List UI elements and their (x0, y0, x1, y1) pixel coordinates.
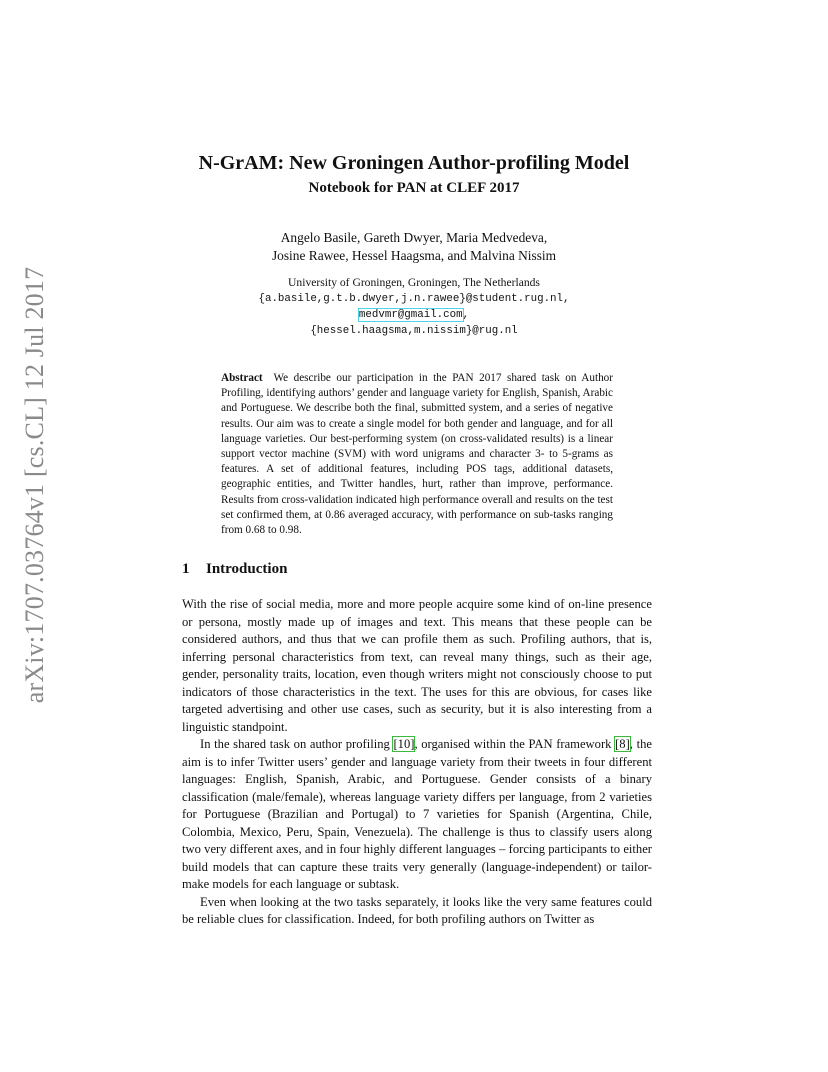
paper-title: N-GrAM: New Groningen Author-profiling Model (198, 152, 630, 174)
email-link[interactable]: medvmr@gmail.com (358, 309, 463, 321)
section-number: 1 (182, 561, 190, 577)
author-line-2: Josine Rawee, Hessel Haagsma, and Malvina Nissim (271, 248, 557, 263)
author-list (0, 229, 828, 265)
abstract-label: Abstract (221, 372, 263, 384)
email-line-1: {a.basile,g.t.b.dwyer,j.n.rawee}@student.rug.nl, (258, 293, 570, 305)
paragraph-2 (182, 736, 652, 894)
section-heading (182, 561, 287, 578)
paragraph-2-part-c: , the aim is to infer Twitter users’ gender and language variety from their tweets in four different languages: English, Spanish, Arabic, and Portuguese. Gender consists of a binary classification (male/female), whereas language variety differs per language, from 2 varieties for Portuguese (Brazilian and Portugal) to 7 varieties for Spanish (Argentina, Chile, Colombia, Mexico, Peru, Spain, Venezuela). The challenge is thus to classify users along two very different axes, and in four highly different languages – forcing participants to either build models that can capture these traits very generally (language-independent) or tailor-make models for each language or subtask. (182, 737, 652, 891)
abstract (221, 371, 613, 538)
arxiv-side-identifier (10, 266, 60, 704)
introduction-body (182, 596, 652, 929)
paragraph-2-part-a: In the shared task on author profiling (200, 737, 394, 751)
paragraph-2-part-b: , organised within the PAN framework (414, 737, 616, 751)
paragraph-3: Even when looking at the two tasks separately, it looks like the very same features could be reliable clues for classification. Indeed, for both profiling authors on Twitter as (182, 894, 652, 926)
email-line-3: {hessel.haagsma,m.nissim}@rug.nl (310, 325, 518, 337)
email-line-2 (0, 307, 828, 323)
author-line-1: Angelo Basile, Gareth Dwyer, Maria Medvedeva, (280, 230, 548, 245)
affiliation-block (0, 275, 828, 339)
section-title: Introduction (206, 561, 288, 577)
paragraph-1: With the rise of social media, more and more people acquire some kind of on-line presence or persona, mostly made up of images and text. This means that these people can be considered authors, and thus that we can profile them as such. Profiling authors, that is, inferring personal characteristics from text, can reveal many things, such as their age, gender, personality traits, location, even though writers might not consciously choose to put indicators of those characteristics in the text. The uses for this are obvious, for cases like targeted advertising and other use cases, such as security, but it is also interesting from a linguistic standpoint. (182, 597, 652, 734)
paper-subtitle: Notebook for PAN at CLEF 2017 (308, 180, 520, 196)
abstract-text: We describe our participation in the PAN 2017 shared task on Author Profiling, identifying authors’ gender and language variety for English, Spanish, Arabic and Portuguese. We describe both the final, submitted system, and a series of negative results. Our aim was to create a single model for both gender and language, and for all language varieties. Our best-performing system (on cross-validated results) is a linear support vector machine (SVM) with word unigrams and character 3- to 5-grams as features. A set of additional features, including POS tags, additional datasets, geographic entities, and Twitter handles, hurt, rather than improve, performance. Results from cross-validation indicated high performance overall and results on the test set confirmed them, at 0.86 averaged accuracy, with performance on sub-tasks ranging from 0.68 to 0.98. (221, 372, 613, 537)
institution: University of Groningen, Groningen, The Netherlands (288, 276, 540, 289)
arxiv-identifier-text: arXiv:1707.03764v1 [cs.CL] 12 Jul 2017 (20, 266, 49, 704)
citation-link-10[interactable]: [10] (393, 737, 415, 751)
email-line-2-suffix: , (462, 309, 470, 321)
citation-link-8[interactable]: [8] (615, 737, 630, 751)
